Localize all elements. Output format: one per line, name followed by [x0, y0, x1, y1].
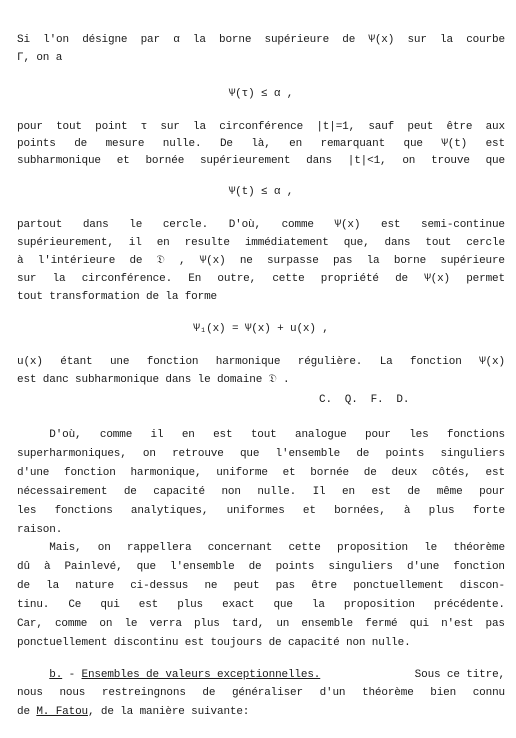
word: dans: [306, 155, 332, 167]
word: dans: [384, 237, 411, 249]
word: analytiques,: [130, 505, 209, 517]
text-line: Γ, on a: [17, 52, 63, 64]
word: nulle.: [257, 486, 297, 498]
word: tinu.: [17, 599, 50, 611]
word: points: [385, 448, 425, 460]
word: uniformes: [226, 505, 285, 517]
word: singuliers: [440, 448, 505, 460]
text-line: [17, 34, 505, 46]
word: l'intérieure: [37, 255, 116, 267]
word: de: [74, 138, 88, 150]
word: étant: [60, 356, 93, 368]
word: nulle.: [162, 138, 202, 150]
word: sur: [160, 121, 180, 133]
word: deux: [391, 467, 418, 479]
word: théorème: [362, 687, 414, 699]
word: permet: [466, 273, 505, 285]
word: comme: [281, 219, 314, 231]
word: En: [188, 273, 202, 285]
word: de: [342, 34, 356, 46]
word: par: [140, 34, 160, 46]
word: on: [97, 542, 111, 554]
word: fonctions: [446, 429, 505, 441]
word: bornée: [145, 155, 185, 167]
word: fonction: [453, 561, 505, 573]
word: subharmonique: [17, 155, 101, 167]
word: le: [129, 219, 143, 231]
word: à: [17, 255, 24, 267]
word: fonction: [146, 356, 199, 368]
word: théorème: [453, 542, 505, 554]
word: les: [409, 429, 429, 441]
word: la: [46, 580, 60, 592]
text-line: tout transformation de la forme: [17, 291, 217, 303]
word: comme: [99, 429, 133, 441]
word: proposition: [343, 599, 415, 611]
word: que: [239, 448, 260, 460]
word: tout: [425, 237, 452, 249]
word: exact: [222, 599, 255, 611]
word: connu: [472, 687, 505, 699]
word: cette: [288, 542, 321, 554]
text-line: [17, 273, 505, 285]
text-line: est danc subharmonique dans le domaine 𝔇 .: [17, 374, 290, 386]
word: immédiatement: [244, 237, 329, 249]
word: en: [156, 237, 170, 249]
word: d'un: [319, 687, 346, 699]
word: à: [43, 561, 51, 573]
word: généraliser: [231, 687, 303, 699]
word: De: [219, 138, 233, 150]
word: la: [311, 599, 325, 611]
word: de: [407, 486, 421, 498]
word: non: [221, 486, 241, 498]
text-line: [17, 687, 505, 699]
word: et: [116, 155, 130, 167]
word: courbe: [466, 34, 505, 46]
word: régulière.: [297, 356, 363, 368]
word: ci-dessus: [130, 580, 189, 592]
word: sauf: [368, 121, 395, 133]
word: propriété: [320, 273, 379, 285]
word: pas: [332, 255, 353, 267]
word: uniforme: [216, 467, 268, 479]
word: singuliers: [328, 561, 393, 573]
word: borne: [219, 34, 252, 46]
word: être: [446, 121, 473, 133]
word: bornée: [310, 467, 349, 479]
word: remarquant: [320, 138, 386, 150]
word: sur: [17, 273, 37, 285]
word: de: [356, 448, 370, 460]
word: bornées,: [334, 505, 386, 517]
word: la: [366, 255, 380, 267]
word: Si: [17, 34, 30, 46]
word: que: [136, 561, 156, 573]
word: Car,: [17, 618, 43, 630]
word: précédente.: [433, 599, 505, 611]
word: d'une: [406, 561, 440, 573]
word: discon-: [459, 580, 505, 592]
word: ne: [239, 255, 253, 267]
word: partout: [17, 219, 63, 231]
text-line: [17, 121, 505, 133]
word: La: [379, 356, 393, 368]
word: en: [289, 138, 303, 150]
word: en: [181, 429, 195, 441]
word: la: [440, 34, 453, 46]
word: le: [424, 542, 438, 554]
word: Ѱ(x): [368, 34, 395, 46]
text-line: [17, 219, 505, 231]
equation: Ѱ(τ) ≤ α ,: [228, 88, 294, 100]
word: pour: [17, 121, 43, 133]
word: plus: [193, 618, 220, 630]
word: la: [193, 121, 206, 133]
word: ensemble: [301, 618, 353, 630]
word: Mais,: [17, 542, 82, 554]
text-line: [17, 138, 505, 150]
word: rappellera: [126, 542, 192, 554]
word: superharmoniques,: [17, 448, 127, 460]
word: d'une: [17, 467, 50, 479]
text-line: raison.: [17, 524, 63, 536]
word: points: [275, 561, 315, 573]
word: dans: [82, 219, 109, 231]
word: |t|=1,: [316, 121, 356, 133]
word: cercle: [466, 237, 505, 249]
section-heading-line: [17, 669, 505, 681]
word: on: [402, 155, 416, 167]
word: sur: [407, 34, 427, 46]
word: il: [128, 237, 142, 249]
word: une: [109, 356, 130, 368]
word: est: [485, 467, 505, 479]
text-line: [17, 467, 505, 479]
word: est: [381, 219, 401, 231]
equation: Ѱ(t) ≤ α ,: [228, 186, 294, 198]
text-line: [17, 448, 505, 460]
word: ponctuellement: [353, 580, 444, 592]
word: outre,: [217, 273, 257, 285]
word: ne: [204, 580, 218, 592]
word: les: [17, 505, 37, 517]
word: points: [17, 138, 56, 150]
word: de: [202, 687, 216, 699]
word: supérieure: [440, 255, 505, 267]
word: capacité: [153, 486, 205, 498]
word: surpasse: [267, 255, 319, 267]
word: plus: [428, 505, 455, 517]
text-line: [17, 429, 505, 441]
word: pas: [275, 580, 295, 592]
word: trouve: [431, 155, 470, 167]
text-line: [17, 255, 505, 267]
word: à: [403, 505, 411, 517]
word: que,: [343, 237, 370, 249]
word: D'où,: [17, 429, 82, 441]
word: tout: [250, 429, 277, 441]
word: plus: [177, 599, 204, 611]
word: nécessairement: [17, 486, 108, 498]
word: est: [485, 138, 505, 150]
word: fonctions: [54, 505, 113, 517]
author-name: M. Fatou: [36, 706, 88, 718]
word: fonction: [410, 356, 462, 368]
word: désigne: [82, 34, 128, 46]
section-label: b.: [49, 669, 63, 681]
text-fragment: de: [17, 706, 37, 718]
word: D'où,: [228, 219, 261, 231]
word: harmonique,: [130, 467, 202, 479]
word: Ѱ(x): [424, 273, 451, 285]
word: restreingnons: [101, 687, 186, 699]
word: mesure: [105, 138, 145, 150]
word: la: [192, 34, 206, 46]
word: côtés,: [432, 467, 471, 479]
word: le: [124, 618, 138, 630]
word: est: [213, 429, 233, 441]
word: on: [99, 618, 113, 630]
word: |t|<1,: [347, 155, 387, 167]
word: verra: [149, 618, 182, 630]
word: forte: [472, 505, 505, 517]
word: aux: [485, 121, 505, 133]
text-line: [17, 618, 505, 630]
word: qui: [409, 618, 429, 630]
word: et: [282, 467, 296, 479]
word: fonction: [64, 467, 116, 479]
word: supérieure: [264, 34, 330, 46]
word: nous: [59, 687, 86, 699]
word: cercle.: [162, 219, 209, 231]
word: Il: [312, 486, 326, 498]
word: pour: [479, 486, 505, 498]
word: peut: [407, 121, 434, 133]
word: peut: [233, 580, 260, 592]
word: même: [436, 486, 463, 498]
word: pas: [485, 618, 505, 630]
word: fermé: [365, 618, 398, 630]
word: cette: [272, 273, 305, 285]
word: l'ensemble: [275, 448, 341, 460]
word: qui: [100, 599, 120, 611]
word: un: [276, 618, 290, 630]
word: la: [52, 273, 66, 285]
word: être: [311, 580, 338, 592]
word: tard,: [231, 618, 265, 630]
word: l'ensemble: [170, 561, 235, 573]
word: que: [403, 138, 423, 150]
word: que: [485, 155, 505, 167]
word: Ѱ(t): [441, 138, 468, 150]
word: τ: [140, 121, 148, 133]
section-dash: -: [62, 669, 82, 681]
word: dû: [17, 561, 30, 573]
word: pour: [365, 429, 391, 441]
word: est: [371, 486, 391, 498]
word: bien: [430, 687, 457, 699]
word: l'on: [43, 34, 69, 46]
word: Ѱ(x): [199, 255, 226, 267]
section-rest: Sous ce titre,: [414, 669, 505, 681]
word: on: [142, 448, 156, 460]
text-fragment: , de la manière suivante:: [87, 706, 250, 718]
text-line: [17, 542, 505, 554]
text-line: [17, 486, 505, 498]
word: de: [129, 255, 143, 267]
text-line: [17, 706, 249, 718]
word: proposition: [336, 542, 408, 554]
word: et: [302, 505, 316, 517]
text-line: [17, 505, 505, 517]
word: circonférence.: [81, 273, 173, 285]
word: que: [273, 599, 293, 611]
word: analogue: [295, 429, 347, 441]
word: de: [123, 486, 137, 498]
text-line: [17, 599, 505, 611]
section-title: Ensembles de valeurs exceptionnelles.: [81, 669, 321, 681]
word: de: [248, 561, 262, 573]
word: de: [363, 467, 377, 479]
word: nature: [75, 580, 114, 592]
word: 𝔇: [156, 255, 165, 267]
word: concernant: [207, 542, 273, 554]
word: supérieurement: [199, 155, 291, 167]
word: Painlevé,: [64, 561, 123, 573]
word: Ѱ(x): [479, 356, 505, 368]
text-line: [17, 155, 505, 167]
text-line: [17, 580, 505, 592]
word: là,: [251, 138, 271, 150]
text-line: [17, 356, 505, 368]
word: en: [342, 486, 355, 498]
word: ,: [178, 255, 186, 267]
text-line: [17, 237, 505, 249]
word: α: [173, 34, 180, 46]
word: tout: [56, 121, 82, 133]
equation: Ѱ₁(x) = Ѱ(x) + u(x) ,: [193, 323, 329, 335]
word: nous: [17, 687, 43, 699]
word: Ѱ(x): [334, 219, 361, 231]
word: semi-continue: [421, 219, 505, 231]
word: n'est: [441, 618, 474, 630]
word: Ce: [68, 599, 82, 611]
word: comme: [54, 618, 88, 630]
word: est: [138, 599, 159, 611]
word: u(x): [17, 356, 43, 368]
word: de: [395, 273, 408, 285]
text-line: ponctuellement discontinu est toujours de capacité non nulle.: [17, 637, 411, 649]
word: borne: [393, 255, 427, 267]
word: harmonique: [215, 356, 281, 368]
word: circonférence: [219, 121, 304, 133]
word: il: [150, 429, 164, 441]
word: retrouve: [172, 448, 224, 460]
word: de: [17, 580, 30, 592]
word: supérieurement,: [17, 237, 114, 249]
text-line: [17, 561, 505, 573]
word: resulte: [184, 237, 230, 249]
cqfd-mark: C. Q. F. D.: [319, 394, 410, 406]
word: point: [95, 121, 128, 133]
